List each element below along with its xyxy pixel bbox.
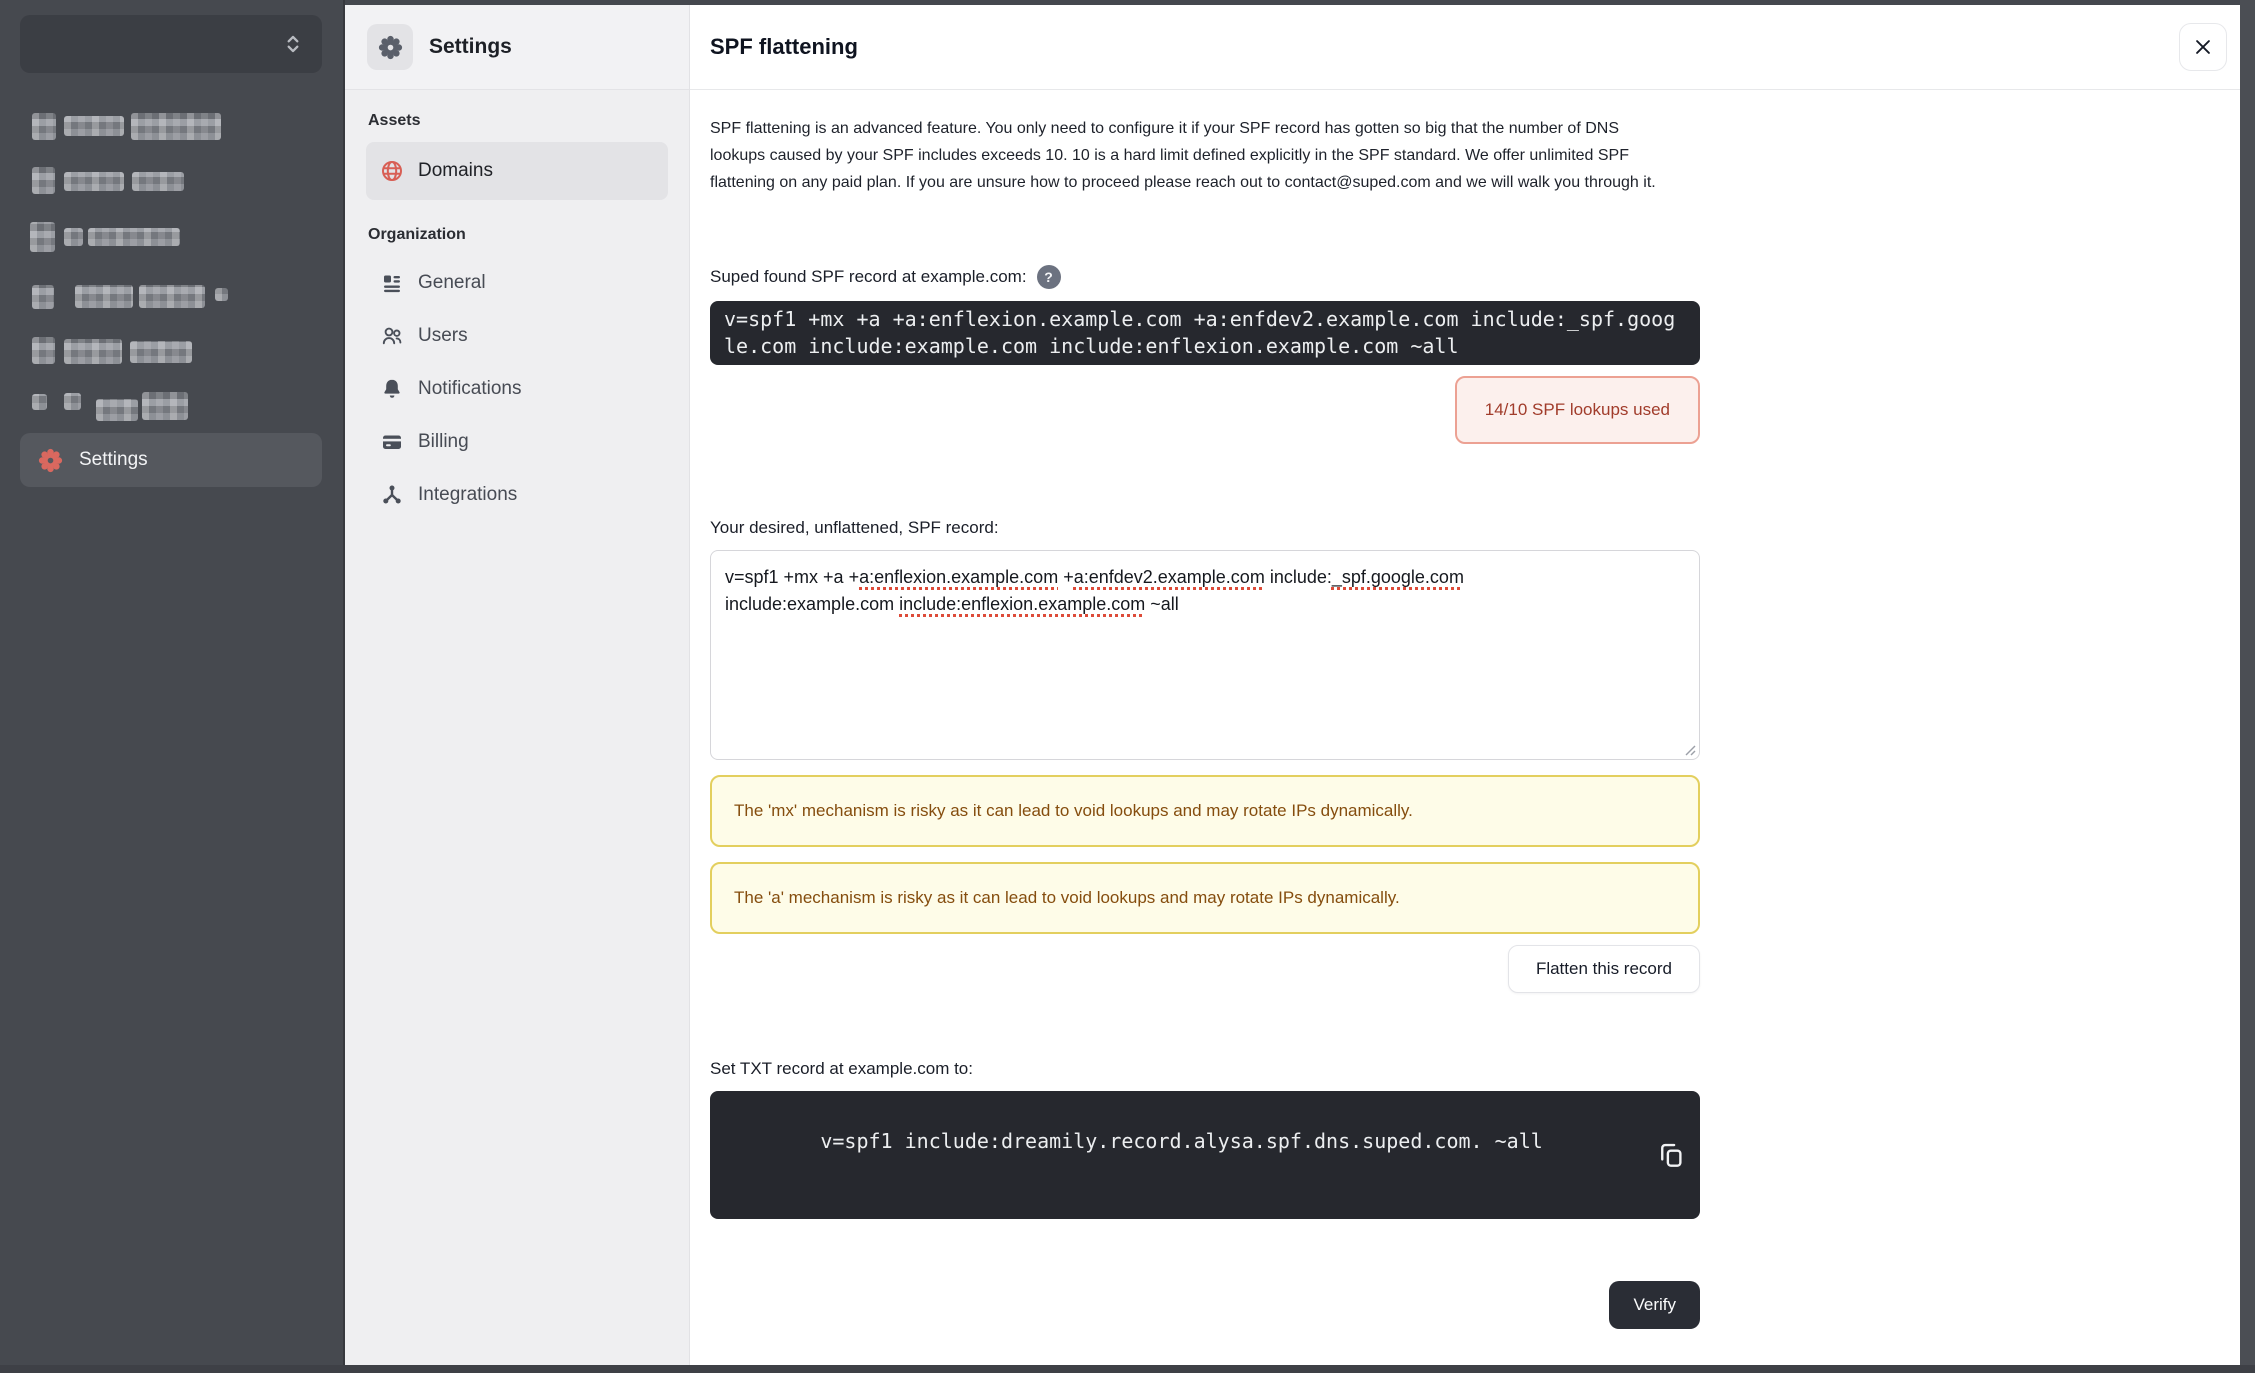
main-content bbox=[690, 5, 2240, 1365]
sidebar-item-label: Settings bbox=[79, 449, 148, 470]
nav-item-general[interactable] bbox=[366, 256, 668, 309]
settings-nav-header bbox=[345, 5, 689, 90]
gear-icon bbox=[37, 447, 64, 474]
found-record-label: Suped found SPF record at example.com: bbox=[710, 267, 1027, 286]
nav-item-label: Domains bbox=[418, 160, 493, 181]
nav-item-integrations[interactable] bbox=[366, 468, 668, 521]
spf-lookups-badge: 14/10 SPF lookups used bbox=[1455, 376, 1700, 444]
horizontal-scrollbar[interactable] bbox=[0, 1365, 2255, 1373]
nav-section-assets: Assets bbox=[368, 112, 421, 129]
hub-icon bbox=[380, 483, 404, 507]
nav-item-label: Notifications bbox=[418, 377, 522, 399]
txt-record-code bbox=[710, 1091, 1700, 1219]
nav-item-notifications[interactable] bbox=[366, 362, 668, 415]
vertical-scrollbar[interactable] bbox=[2240, 0, 2255, 1373]
close-button[interactable] bbox=[2179, 23, 2227, 71]
nav-item-domains[interactable] bbox=[366, 142, 668, 200]
desired-record-textarea[interactable] bbox=[710, 550, 1700, 760]
globe-icon bbox=[380, 159, 404, 183]
nav-item-label: Users bbox=[418, 324, 468, 346]
resize-handle-icon[interactable] bbox=[1682, 742, 1696, 756]
nav-item-users[interactable] bbox=[366, 309, 668, 362]
id-card-icon bbox=[380, 271, 404, 295]
bell-icon bbox=[380, 377, 404, 401]
txt-record-value: v=spf1 include:dreamily.record.alysa.spf.dns.suped.com. ~all bbox=[820, 1129, 1543, 1153]
nav-item-label: Integrations bbox=[418, 483, 518, 505]
main-header bbox=[690, 5, 2240, 90]
copy-button[interactable] bbox=[1654, 1138, 1688, 1172]
flatten-record-button[interactable]: Flatten this record bbox=[1508, 945, 1700, 993]
page-title: SPF flattening bbox=[710, 34, 858, 59]
settings-nav bbox=[345, 5, 690, 1365]
warning-mx-mechanism: The 'mx' mechanism is risky as it can lead to void lookups and may rotate IPs dynamically. bbox=[710, 775, 1700, 847]
gear-icon bbox=[367, 24, 413, 70]
credit-card-icon bbox=[380, 430, 404, 454]
desired-record-text: v=spf1 +mx +a +a:enflexion.example.com +a:enfdev2.example.com include:_spf.google.com include:example.com include:enflexion.example.com ~all bbox=[725, 567, 1469, 614]
settings-panel bbox=[345, 5, 2240, 1365]
desired-record-label: Your desired, unflattened, SPF record: bbox=[710, 518, 999, 537]
nav-item-billing[interactable] bbox=[366, 415, 668, 468]
sidebar-item-settings[interactable] bbox=[20, 433, 322, 487]
found-spf-record-code: v=spf1 +mx +a +a:enflexion.example.com +a:enfdev2.example.com include:_spf.google.com include:example.com include:enflexion.example.com ~all bbox=[710, 301, 1700, 365]
settings-nav-title: Settings bbox=[429, 35, 512, 58]
workspace-switcher[interactable] bbox=[20, 15, 322, 73]
nav-item-label: General bbox=[418, 271, 486, 293]
app-sidebar bbox=[0, 0, 345, 1373]
help-icon[interactable]: ? bbox=[1037, 265, 1061, 289]
verify-button[interactable]: Verify bbox=[1609, 1281, 1700, 1329]
warning-a-mechanism: The 'a' mechanism is risky as it can lead to void lookups and may rotate IPs dynamically. bbox=[710, 862, 1700, 934]
users-icon bbox=[380, 324, 404, 348]
nav-item-label: Billing bbox=[418, 430, 469, 452]
intro-text: SPF flattening is an advanced feature. You only need to configure it if your SPF record has gotten so big that the number of DNS lookups caused by your SPF includes exceeds 10. 10 is a hard limit defined explicitly in the SPF standard. We offer unlimited SPF flattening on any paid plan. If you are unsure how to proceed please reach out to contact@suped.com and we will walk you through it. bbox=[710, 120, 1656, 191]
chevron-up-down-icon bbox=[280, 31, 306, 57]
nav-section-organization: Organization bbox=[368, 226, 466, 243]
txt-record-label: Set TXT record at example.com to: bbox=[710, 1059, 973, 1078]
close-icon bbox=[2192, 36, 2214, 58]
